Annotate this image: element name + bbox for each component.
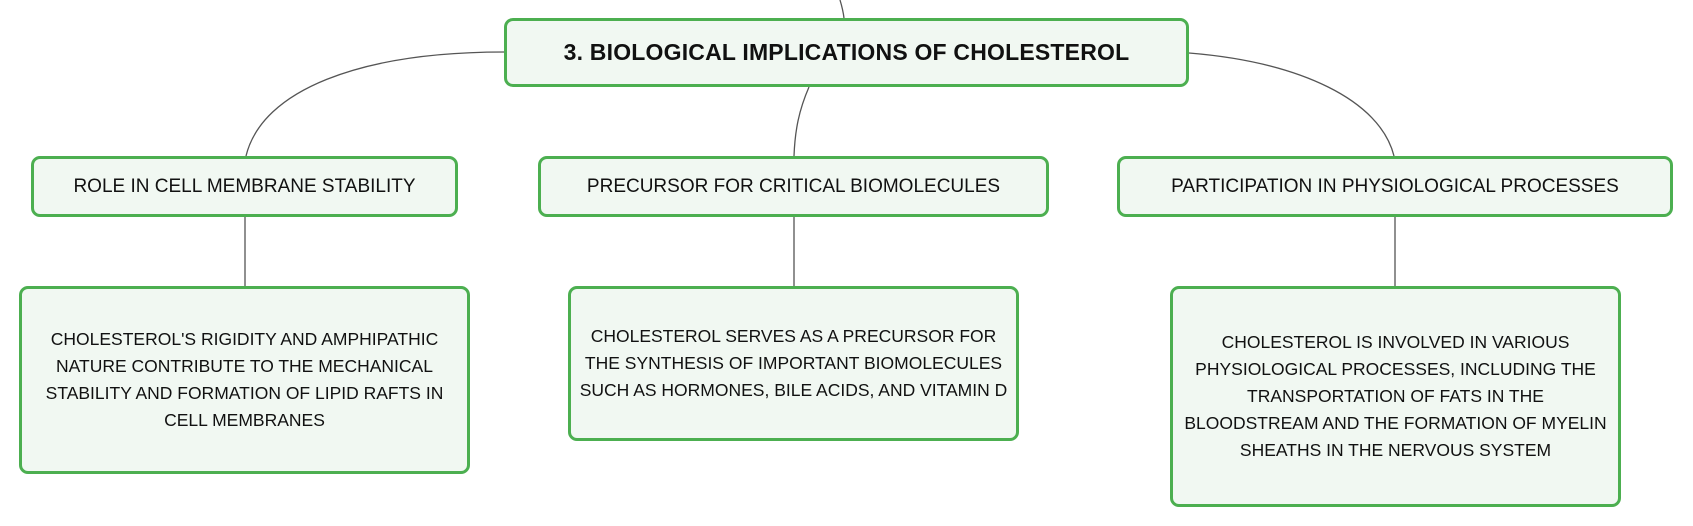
connector-incoming	[840, 0, 844, 18]
detail-node-membrane-stability[interactable]	[19, 286, 470, 474]
connector-root-branch-3	[1189, 53, 1394, 156]
branch-node-label: PARTICIPATION IN PHYSIOLOGICAL PROCESSES	[1171, 175, 1619, 197]
branch-node-precursor[interactable]	[538, 156, 1049, 217]
branch-node-membrane-stability[interactable]	[31, 156, 458, 217]
detail-node-precursor[interactable]	[568, 286, 1019, 441]
branch-node-physiological-processes[interactable]	[1117, 156, 1673, 217]
branch-node-label: PRECURSOR FOR CRITICAL BIOMOLECULES	[586, 175, 1001, 197]
connector-root-branch-2	[794, 87, 809, 156]
detail-node-text: CHOLESTEROL'S RIGIDITY AND AMPHIPATHIC NATURE CONTRIBUTE TO THE MECHANICAL STABILITY AND FORMATION OF LIPID RAFTS IN CELL MEMBRANES	[45, 329, 444, 430]
root-node[interactable]	[504, 18, 1189, 87]
detail-node-physiological-processes[interactable]	[1170, 286, 1621, 507]
connector-root-branch-1	[246, 52, 504, 156]
branch-node-label: ROLE IN CELL MEMBRANE STABILITY	[73, 175, 416, 197]
root-node-label: 3. BIOLOGICAL IMPLICATIONS OF CHOLESTEROL	[563, 39, 1130, 65]
detail-node-text: CHOLESTEROL IS INVOLVED IN VARIOUS PHYSIOLOGICAL PROCESSES, INCLUDING THE TRANSPORTATION OF FATS IN THE BLOODSTREAM AND THE FORMATION OF MYELIN SHEATHS IN THE NERVOUS SYSTEM	[1184, 332, 1607, 460]
detail-node-text: CHOLESTEROL SERVES AS A PRECURSOR FOR THE SYNTHESIS OF IMPORTANT BIOMOLECULES SUCH AS HORMONES, BILE ACIDS, AND VITAMIN D	[579, 326, 1008, 400]
